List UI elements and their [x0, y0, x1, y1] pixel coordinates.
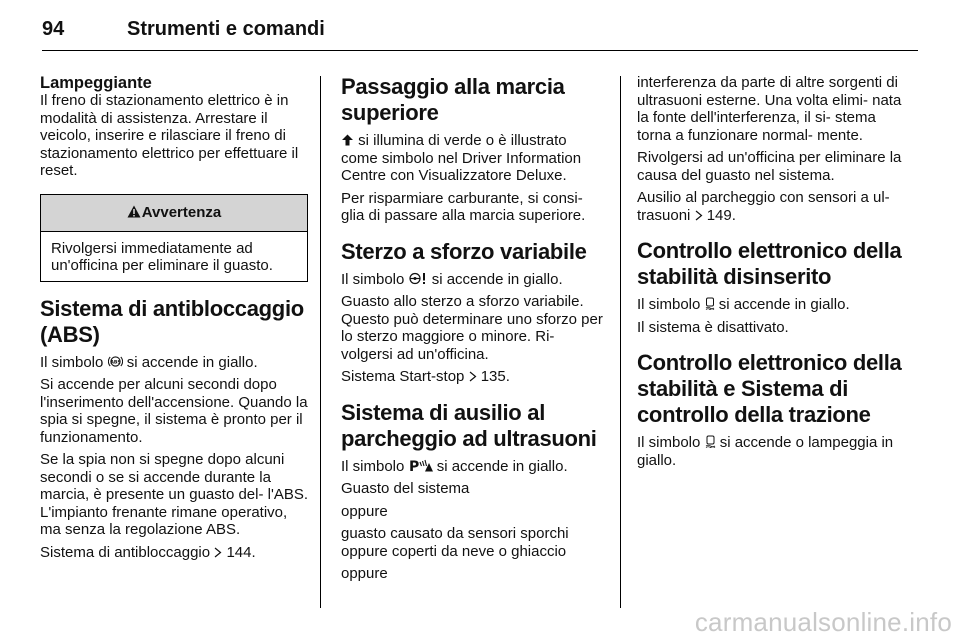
esc-off-heading: Controllo elettronico della stabilità disinserito — [637, 238, 902, 289]
parking-reference: Ausilio al parcheggio con sensori a ul- trasuoni 149. — [637, 189, 890, 224]
continued-text-2: Rivolgersi ad un'officina per eliminare la causa del guasto nel sistema. — [637, 149, 902, 184]
abs-text-2: Si accende per alcuni secondi dopo l'inserimento dell'accensione. Quando la spia si spegne, il sistema è pronto per il funzionamento. — [40, 376, 308, 446]
page-reference-icon — [695, 207, 703, 224]
steering-reference: Sistema Start-stop 135. — [341, 368, 510, 385]
page-reference-icon — [469, 368, 477, 385]
esc-car-skid-icon — [705, 434, 716, 451]
abs-symbol-text: Il simbolo ABS si accende in giallo. — [40, 353, 258, 371]
column-3 — [637, 74, 907, 474]
abs-icon — [108, 355, 123, 370]
parking-text-5: oppure — [341, 565, 388, 582]
column-1 — [40, 74, 308, 566]
abs-heading: Sistema di antibloccaggio (ABS) — [40, 295, 304, 347]
steering-text-2: Guasto allo sterzo a sforzo variabile. Questo può determinare uno sforzo per lo sterzo maggiore o minore. Ri- volgersi ad un'officina. — [341, 293, 603, 363]
esc-off-symbol-text: Il simbolo si accende in giallo. — [637, 296, 850, 313]
abs-reference: Sistema di antibloccaggio 144. — [40, 543, 256, 561]
parking-assist-icon — [409, 458, 433, 475]
shift-text-1: si illumina di verde o è illustrato come simbolo nel Driver Information Centre con Visualizzatore Deluxe. — [341, 132, 582, 184]
svg-text:P: P — [408, 458, 419, 472]
esc-off-icon — [705, 296, 715, 313]
chapter-title: Strumenti e comandi — [127, 18, 325, 40]
parking-page-link[interactable]: 149. — [706, 206, 736, 224]
start-stop-page-link[interactable]: 135. — [480, 368, 510, 385]
esc-tc-heading: Controllo elettronico della stabilità e Sistema di controllo della trazione — [637, 350, 902, 427]
warning-box — [40, 194, 308, 282]
column-divider-2 — [620, 76, 621, 608]
abs-page-link[interactable]: 144. — [226, 543, 256, 561]
warning-text: Rivolgersi immediatamente ad un'officina per eliminare il guasto. — [51, 239, 273, 274]
page-number: 94 — [42, 18, 65, 40]
watermark: carmanualsonline.info — [694, 607, 952, 637]
shift-text-2: Per risparmiare carburante, si consi- glia di passare alla marcia superiore. — [341, 189, 586, 224]
svg-text:ABS: ABS — [109, 359, 121, 365]
parking-symbol-text: Il simbolo P si accende in giallo. — [341, 457, 568, 475]
shift-heading: Passaggio alla marcia superiore — [341, 74, 565, 125]
upshift-arrow-icon — [341, 132, 354, 149]
column-2 — [341, 74, 605, 588]
steering-heading: Sterzo a sforzo variabile — [341, 238, 587, 264]
steering-symbol-text: Il simbolo si accende in giallo. — [341, 270, 563, 288]
lamp-text: Il freno di stazionamento elettrico è in modalità di assistenza. Arrestare il veicolo, inserire e rilasciare il freno di stazionamento elettrico per effettuare il reset. — [40, 92, 299, 179]
warning-triangle-icon — [127, 205, 141, 221]
page-header — [42, 14, 918, 51]
abs-text-3: Se la spia non si spegne dopo alcuni secondi o se si accende durante la marcia, è presente un guasto del- l'ABS. L'impianto frenante rimane operativo, ma senza la regolazione ABS. — [40, 451, 309, 538]
steering-fault-icon — [409, 271, 428, 288]
warning-body — [41, 232, 307, 281]
parking-text-4: guasto causato da sensori sporchi oppure coperti da neve o ghiaccio — [341, 525, 569, 560]
parking-heading: Sistema di ausilio al parcheggio ad ultrasuoni — [341, 399, 597, 451]
page-reference-icon — [214, 544, 222, 561]
esc-off-text-2: Il sistema è disattivato. — [637, 318, 789, 336]
esc-tc-symbol-text: Il simbolo si accende o lampeggia in giallo. — [637, 434, 894, 469]
lamp-heading: Lampeggiante — [40, 74, 152, 92]
column-divider-1 — [320, 76, 321, 608]
warning-header — [41, 195, 307, 232]
continued-text-1: interferenza da parte di altre sorgenti di ultrasuoni esterne. Una volta elimi- nata la fonte dell'interferenza, il si- stema torna a funzionare normal- mente. — [637, 74, 902, 144]
parking-text-2: Guasto del sistema — [341, 480, 470, 497]
warning-title: Avvertenza — [141, 204, 222, 221]
parking-text-3: oppure — [341, 502, 388, 520]
